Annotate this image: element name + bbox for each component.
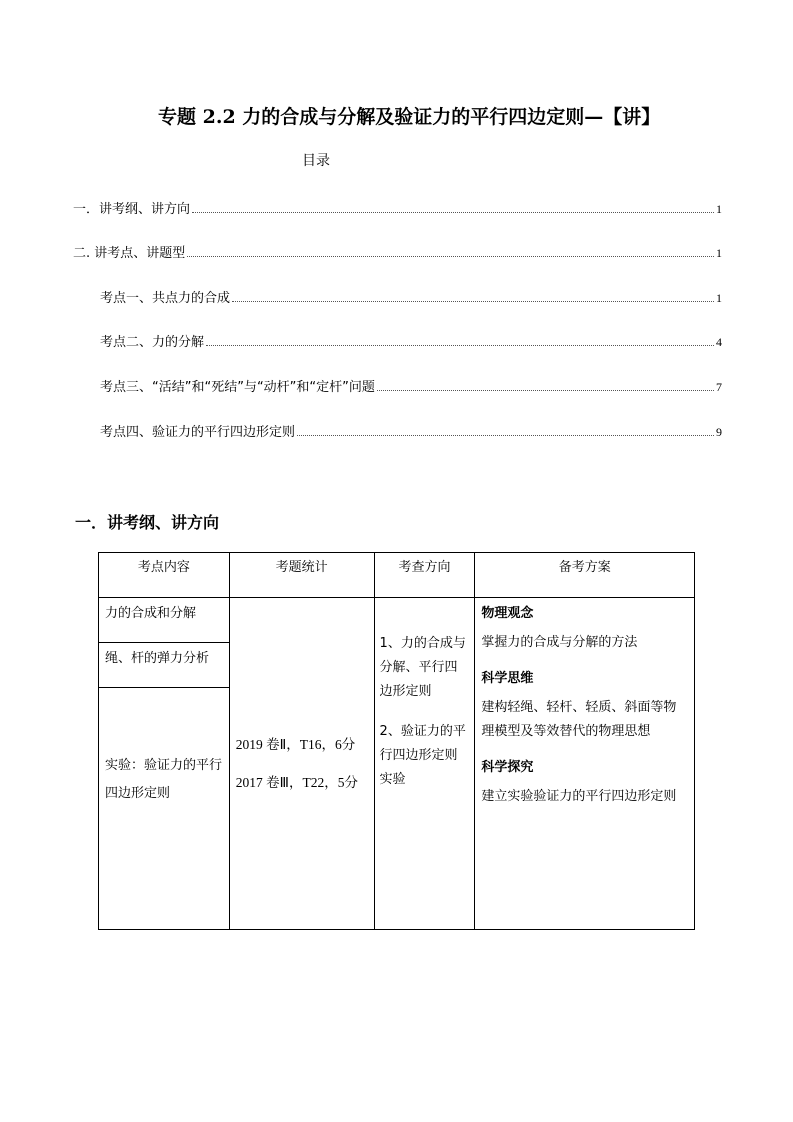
content-item: 实验：验证力的平行四边形定则 — [105, 758, 223, 801]
plan-text: 建立实验验证力的平行四边形定则 — [481, 789, 677, 804]
toc-entry-page: 1 — [716, 246, 722, 260]
toc-entry-page: 4 — [716, 335, 722, 349]
document-title: 专题 2.2 力的合成与分解及验证力的平行四边定则—【讲】 — [158, 106, 661, 128]
header-content: 考点内容 — [99, 553, 230, 598]
toc-entry[interactable] — [100, 331, 722, 349]
stats-line: 2017 卷Ⅲ，T22，5分 — [235, 774, 358, 790]
content-cell — [99, 598, 230, 643]
plan-text: 建构轻绳、轻杆、轻质、斜面等物理模型及等效替代的物理思想 — [481, 700, 677, 739]
toc-leader-dots — [297, 423, 714, 436]
direction-item: 2、验证力的平行四边形定则实验 — [379, 724, 466, 787]
syllabus-table — [98, 552, 695, 930]
table-header-row — [99, 553, 695, 598]
header-direction: 考查方向 — [374, 553, 475, 598]
plan-heading: 物理观念 — [481, 606, 534, 621]
toc-entry[interactable] — [73, 242, 722, 260]
toc-entry-label: 考点一、共点力的合成 — [100, 291, 231, 306]
stats-cell — [229, 598, 374, 930]
direction-item: 1、力的合成与分解、平行四边形定则 — [379, 636, 466, 699]
toc-entry-page: 9 — [716, 425, 722, 439]
toc-leader-dots — [377, 378, 714, 391]
toc-leader-dots — [206, 333, 714, 346]
toc-entry[interactable] — [73, 198, 722, 216]
header-stats: 考题统计 — [229, 553, 374, 598]
toc-entry[interactable] — [100, 421, 722, 439]
content-cell — [99, 643, 230, 688]
plan-heading: 科学探究 — [481, 760, 534, 775]
toc-leader-dots — [187, 244, 714, 257]
toc-entry-label: 二. 讲考点、讲题型 — [73, 246, 186, 261]
toc-leader-dots — [232, 289, 714, 302]
plan-text: 掌握力的合成与分解的方法 — [481, 635, 638, 650]
toc-entry-label: 考点二、力的分解 — [100, 335, 205, 350]
toc-entry-page: 7 — [716, 380, 722, 394]
toc-entry-page: 1 — [716, 291, 722, 305]
direction-cell — [374, 598, 475, 930]
content-item: 力的合成和分解 — [105, 606, 197, 621]
plan-cell — [475, 598, 695, 930]
plan-heading: 科学思维 — [481, 671, 534, 686]
content-item: 绳、杆的弹力分析 — [105, 651, 210, 666]
toc-heading: 目录 — [302, 153, 330, 169]
toc-entry-label: 考点三、“活结”和“死结”与“动杆”和“定杆”问题 — [100, 380, 375, 395]
toc-entry-page: 1 — [716, 202, 722, 216]
table-row — [99, 598, 695, 643]
toc-entry-label: 考点四、验证力的平行四边形定则 — [100, 425, 296, 440]
toc-entry[interactable] — [100, 376, 722, 394]
toc-leader-dots — [192, 200, 714, 213]
content-cell — [99, 688, 230, 930]
header-plan: 备考方案 — [475, 553, 695, 598]
stats-line: 2019 卷Ⅱ，T16，6分 — [235, 736, 356, 752]
toc-entry[interactable] — [100, 287, 722, 305]
section-heading: 一．讲考纲、讲方向 — [75, 513, 220, 532]
toc-entry-label: 一．讲考纲、讲方向 — [73, 202, 191, 217]
